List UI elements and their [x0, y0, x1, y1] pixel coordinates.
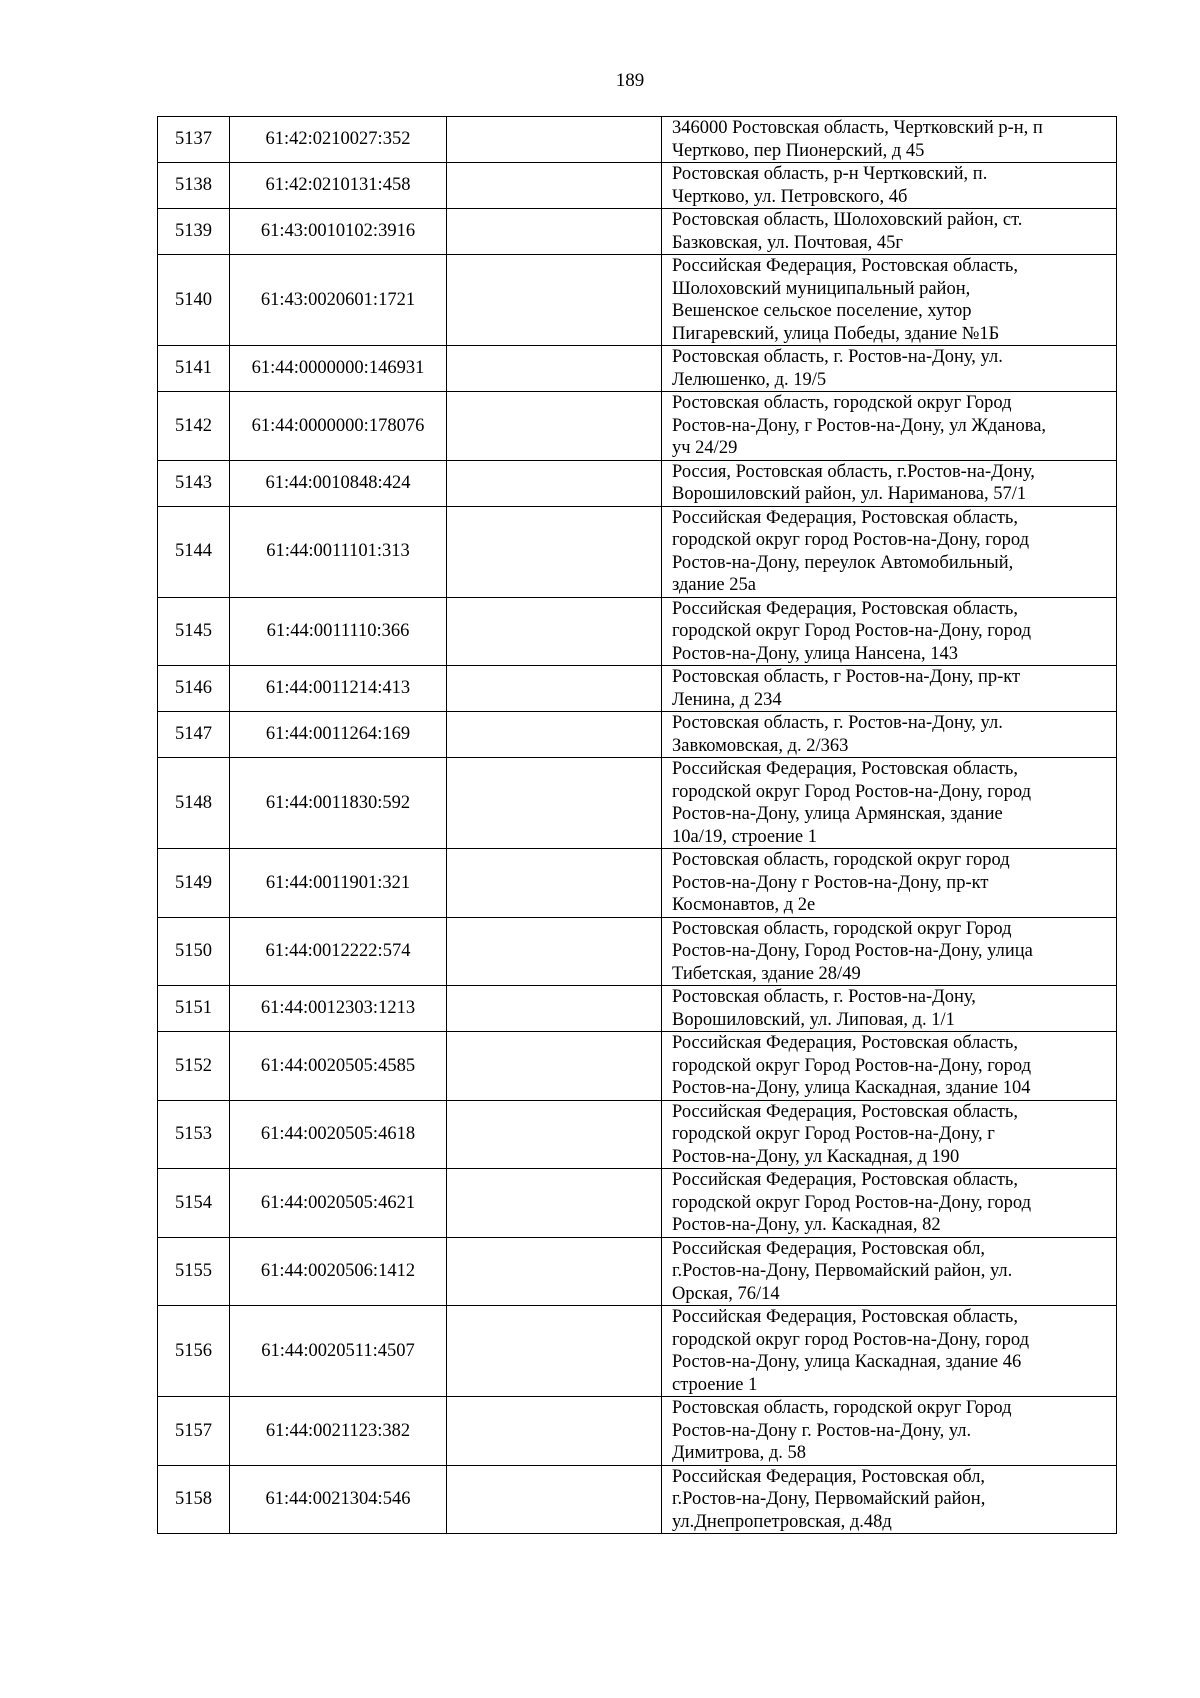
empty-cell — [447, 1465, 662, 1534]
address-cell — [662, 1100, 1117, 1169]
property-registry-table — [157, 116, 1117, 1534]
address-line: Ростовская область, г. Ростов-на-Дону, — [672, 987, 976, 1007]
cadastral-number-cell: 61:44:0021123:382 — [230, 1397, 447, 1466]
table-row — [158, 1237, 1117, 1306]
address-line: Ворошиловский район, ул. Нариманова, 57/1 — [672, 484, 1027, 504]
address-line: Ростовская область, г. Ростов-на-Дону, ул. — [672, 713, 1003, 733]
address-line: г.Ростов-на-Дону, Первомайский район, — [672, 1489, 986, 1509]
address-line: Ростов-на-Дону, улица Каскадная, здание 104 — [672, 1078, 1031, 1098]
address-cell — [662, 255, 1117, 346]
row-number-cell: 5152 — [158, 1032, 230, 1101]
address-line: 10а/19, строение 1 — [672, 826, 817, 847]
empty-cell — [447, 666, 662, 712]
empty-cell — [447, 460, 662, 506]
row-number-cell: 5151 — [158, 986, 230, 1032]
cadastral-number-cell: 61:43:0020601:1721 — [230, 255, 447, 346]
empty-cell — [447, 392, 662, 461]
empty-cell — [447, 1306, 662, 1397]
table-row — [158, 392, 1117, 461]
address-line: Российская Федерация, Ростовская область, — [672, 507, 1018, 528]
table-row — [158, 1465, 1117, 1534]
address-cell — [662, 392, 1117, 461]
address-line: Российская Федерация, Ростовская область, — [672, 759, 1018, 779]
table-row — [158, 758, 1117, 849]
address-line: Ростовская область, городской округ Город — [672, 1398, 1012, 1418]
empty-cell — [447, 986, 662, 1032]
row-number-cell: 5139 — [158, 209, 230, 255]
address-cell — [662, 1306, 1117, 1397]
cadastral-number-cell: 61:42:0210027:352 — [230, 117, 447, 163]
table-row — [158, 986, 1117, 1032]
empty-cell — [447, 758, 662, 849]
address-line: Димитрова, д. 58 — [672, 1443, 807, 1463]
table-row — [158, 346, 1117, 392]
address-line: Ростов-на-Дону г Ростов-на-Дону, пр-кт — [672, 872, 989, 893]
address-line: Ростов-на-Дону, улица Каскадная, здание 46 — [672, 1352, 1022, 1372]
address-line: Ростовская область, городской округ Город — [672, 393, 1012, 413]
cadastral-number-cell: 61:44:0000000:178076 — [230, 392, 447, 461]
address-line: Россия, Ростовская область, г.Ростов-на-Дону, — [672, 461, 1035, 482]
cadastral-number-cell: 61:44:0020505:4621 — [230, 1169, 447, 1238]
address-line: Российская Федерация, Ростовская область, — [672, 1307, 1018, 1327]
address-line: Завкомовская, д. 2/363 — [672, 735, 849, 756]
address-cell — [662, 1465, 1117, 1534]
registry-table-body — [158, 117, 1117, 1534]
address-line: Российская Федерация, Ростовская область, — [672, 1170, 1018, 1190]
empty-cell — [447, 209, 662, 255]
address-cell — [662, 597, 1117, 666]
address-cell — [662, 117, 1117, 163]
address-line: Российская Федерация, Ростовская область, — [672, 1101, 1018, 1122]
address-line: здание 25а — [672, 575, 756, 595]
address-cell — [662, 1169, 1117, 1238]
address-line: Шолоховский муниципальный район, — [672, 278, 971, 299]
table-row — [158, 917, 1117, 986]
address-line: Ростов-на-Дону г. Ростов-на-Дону, ул. — [672, 1420, 972, 1441]
address-line: Чертково, ул. Петровского, 4б — [672, 186, 908, 207]
cadastral-number-cell: 61:44:0011264:169 — [230, 712, 447, 758]
address-cell — [662, 346, 1117, 392]
address-cell — [662, 209, 1117, 255]
cadastral-number-cell: 61:44:0020511:4507 — [230, 1306, 447, 1397]
table-row — [158, 460, 1117, 506]
address-line: Ростов-на-Дону, улица Нансена, 143 — [672, 643, 958, 664]
empty-cell — [447, 1237, 662, 1306]
empty-cell — [447, 163, 662, 209]
cadastral-number-cell: 61:44:0011901:321 — [230, 849, 447, 918]
row-number-cell: 5157 — [158, 1397, 230, 1466]
table-row — [158, 1169, 1117, 1238]
address-line: городской округ Город Ростов-на-Дону, город — [672, 621, 1032, 641]
address-line: Ростовская область, городской округ Город — [672, 918, 1012, 939]
cadastral-number-cell: 61:44:0021304:546 — [230, 1465, 447, 1534]
row-number-cell: 5153 — [158, 1100, 230, 1169]
table-row — [158, 1032, 1117, 1101]
address-line: Российская Федерация, Ростовская обл, — [672, 1466, 986, 1487]
row-number-cell: 5155 — [158, 1237, 230, 1306]
address-cell — [662, 163, 1117, 209]
address-cell — [662, 1032, 1117, 1101]
row-number-cell: 5143 — [158, 460, 230, 506]
table-row — [158, 117, 1117, 163]
address-cell — [662, 666, 1117, 712]
address-line: Ленина, д 234 — [672, 689, 782, 710]
cadastral-number-cell: 61:44:0012303:1213 — [230, 986, 447, 1032]
address-line: Российская Федерация, Ростовская область, — [672, 598, 1018, 619]
empty-cell — [447, 506, 662, 597]
address-line: Ростовская область, г Ростов-на-Дону, пр-кт — [672, 667, 1021, 687]
address-line: Ростов-на-Дону, ул. Каскадная, 82 — [672, 1215, 941, 1235]
empty-cell — [447, 117, 662, 163]
row-number-cell: 5141 — [158, 346, 230, 392]
address-line: Ростовская область, г. Ростов-на-Дону, ул. — [672, 347, 1003, 367]
row-number-cell: 5148 — [158, 758, 230, 849]
address-line: Ростов-на-Дону, переулок Автомобильный, — [672, 552, 1014, 573]
address-cell — [662, 986, 1117, 1032]
cadastral-number-cell: 61:44:0011830:592 — [230, 758, 447, 849]
cadastral-number-cell: 61:44:0012222:574 — [230, 917, 447, 986]
cadastral-number-cell: 61:44:0020506:1412 — [230, 1237, 447, 1306]
address-line: Ростовская область, городской округ город — [672, 850, 1010, 870]
address-cell — [662, 1237, 1117, 1306]
address-cell — [662, 460, 1117, 506]
row-number-cell: 5150 — [158, 917, 230, 986]
address-cell — [662, 1397, 1117, 1466]
row-number-cell: 5142 — [158, 392, 230, 461]
address-line: уч 24/29 — [672, 438, 738, 458]
row-number-cell: 5144 — [158, 506, 230, 597]
address-cell — [662, 712, 1117, 758]
address-line: Ростов-на-Дону, Город Ростов-на-Дону, улица — [672, 941, 1033, 961]
row-number-cell: 5140 — [158, 255, 230, 346]
address-line: г.Ростов-на-Дону, Первомайский район, ул. — [672, 1261, 1013, 1281]
address-line: городской округ Город Ростов-на-Дону, город — [672, 781, 1032, 802]
address-line: Космонавтов, д 2е — [672, 895, 816, 915]
row-number-cell: 5154 — [158, 1169, 230, 1238]
table-row — [158, 666, 1117, 712]
row-number-cell: 5137 — [158, 117, 230, 163]
table-row — [158, 849, 1117, 918]
address-cell — [662, 758, 1117, 849]
address-line: 346000 Ростовская область, Чертковский р-н, п — [672, 118, 1043, 138]
row-number-cell: 5147 — [158, 712, 230, 758]
row-number-cell: 5149 — [158, 849, 230, 918]
page-number: 189 — [615, 70, 645, 91]
address-line: Вешенское сельское поселение, хутор — [672, 301, 972, 321]
empty-cell — [447, 1032, 662, 1101]
empty-cell — [447, 1100, 662, 1169]
cadastral-number-cell: 61:44:0011110:366 — [230, 597, 447, 666]
cadastral-number-cell: 61:44:0011214:413 — [230, 666, 447, 712]
address-line: городской округ город Ростов-на-Дону, город — [672, 530, 1030, 550]
address-line: Ростов-на-Дону, г Ростов-на-Дону, ул Жданова, — [672, 415, 1047, 436]
cadastral-number-cell: 61:44:0020505:4618 — [230, 1100, 447, 1169]
address-line: Тибетская, здание 28/49 — [672, 963, 861, 984]
row-number-cell: 5158 — [158, 1465, 230, 1534]
cadastral-number-cell: 61:43:0010102:3916 — [230, 209, 447, 255]
empty-cell — [447, 1169, 662, 1238]
table-row — [158, 163, 1117, 209]
cadastral-number-cell: 61:44:0011101:313 — [230, 506, 447, 597]
address-line: Чертково, пер Пионерский, д 45 — [672, 140, 925, 161]
address-line: Базковская, ул. Почтовая, 45г — [672, 232, 903, 253]
empty-cell — [447, 597, 662, 666]
table-row — [158, 1397, 1117, 1466]
cadastral-number-cell: 61:44:0000000:146931 — [230, 346, 447, 392]
address-cell — [662, 506, 1117, 597]
address-line: Ворошиловский, ул. Липовая, д. 1/1 — [672, 1009, 955, 1030]
table-row — [158, 712, 1117, 758]
address-line: городской округ Город Ростов-на-Дону, город — [672, 1055, 1032, 1076]
address-cell — [662, 849, 1117, 918]
address-line: городской округ Город Ростов-на-Дону, город — [672, 1192, 1032, 1213]
table-row — [158, 1306, 1117, 1397]
address-line: Ростовская область, р-н Чертковский, п. — [672, 164, 988, 184]
row-number-cell: 5145 — [158, 597, 230, 666]
empty-cell — [447, 346, 662, 392]
address-line: Ростов-на-Дону, улица Армянская, здание — [672, 804, 1003, 824]
address-line: городской округ город Ростов-на-Дону, город — [672, 1329, 1030, 1350]
address-line: Пигаревский, улица Победы, здание №1Б — [672, 323, 1000, 344]
row-number-cell: 5156 — [158, 1306, 230, 1397]
table-row — [158, 255, 1117, 346]
cadastral-number-cell: 61:44:0010848:424 — [230, 460, 447, 506]
address-line: Российская Федерация, Ростовская область, — [672, 1033, 1018, 1053]
table-row — [158, 506, 1117, 597]
empty-cell — [447, 255, 662, 346]
address-line: Российская Федерация, Ростовская область, — [672, 256, 1018, 276]
empty-cell — [447, 849, 662, 918]
address-line: Ростовская область, Шолоховский район, ст. — [672, 210, 1023, 230]
address-line: ул.Днепропетровская, д.48д — [672, 1511, 892, 1532]
empty-cell — [447, 712, 662, 758]
address-line: Российская Федерация, Ростовская обл, — [672, 1238, 986, 1259]
cadastral-number-cell: 61:42:0210131:458 — [230, 163, 447, 209]
cadastral-number-cell: 61:44:0020505:4585 — [230, 1032, 447, 1101]
table-row — [158, 1100, 1117, 1169]
table-row — [158, 209, 1117, 255]
address-line: Лелюшенко, д. 19/5 — [672, 369, 827, 390]
address-cell — [662, 917, 1117, 986]
row-number-cell: 5138 — [158, 163, 230, 209]
table-row — [158, 597, 1117, 666]
empty-cell — [447, 917, 662, 986]
empty-cell — [447, 1397, 662, 1466]
address-line: городской округ Город Ростов-на-Дону, г — [672, 1124, 995, 1144]
address-line: Ростов-на-Дону, ул Каскадная, д 190 — [672, 1146, 960, 1167]
row-number-cell: 5146 — [158, 666, 230, 712]
address-line: Орская, 76/14 — [672, 1283, 780, 1304]
address-line: строение 1 — [672, 1374, 758, 1395]
